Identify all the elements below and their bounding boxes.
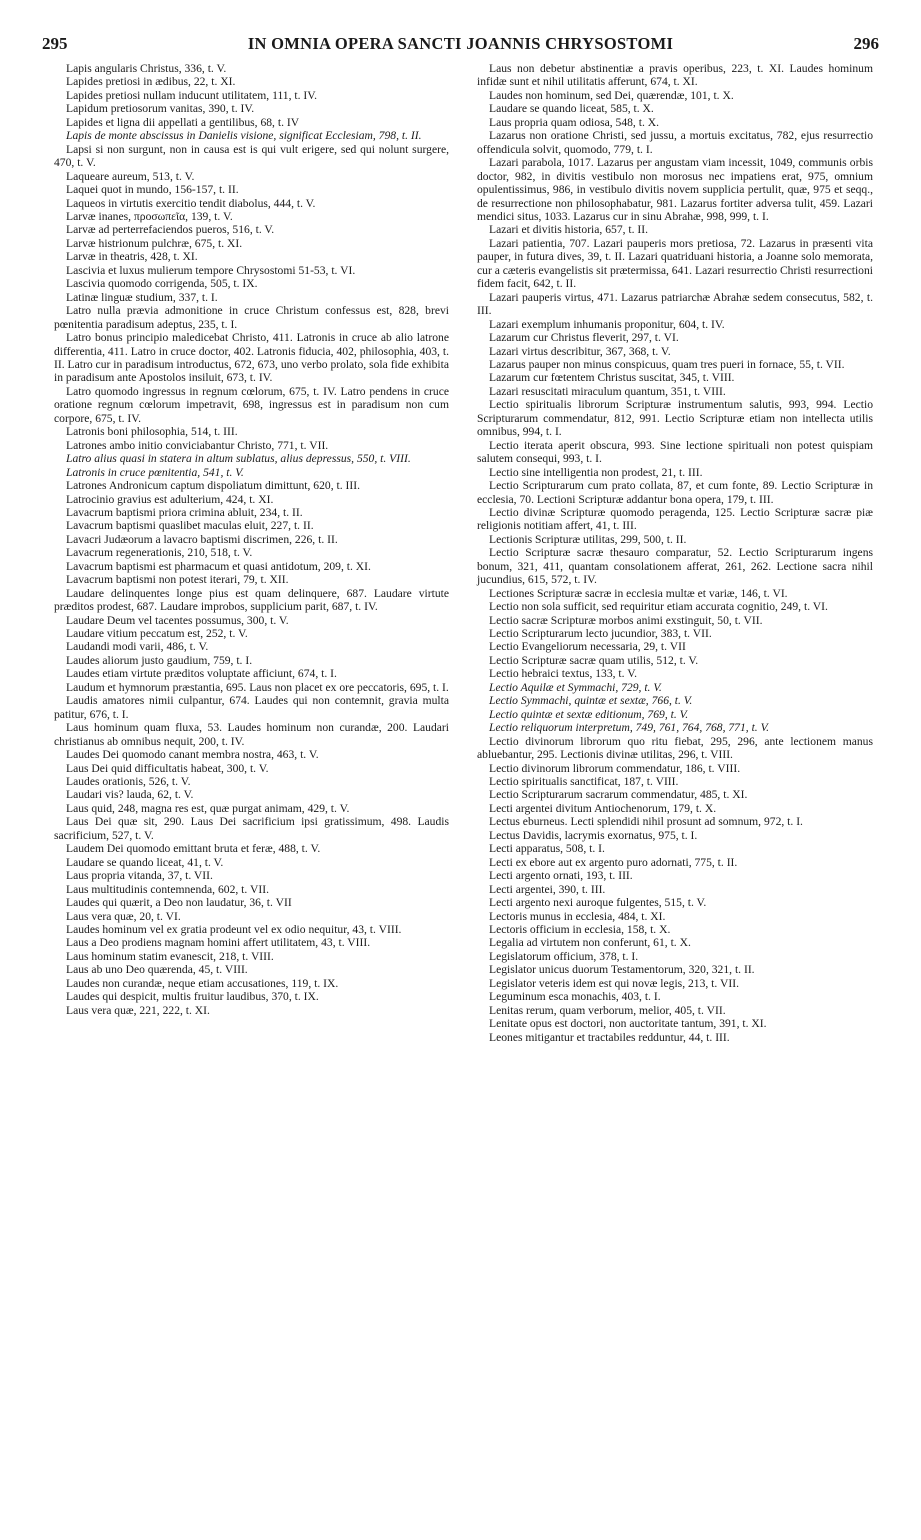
index-entry: Lectio spiritualis librorum Scripturæ instrumentum salutis, 993, 994. Lectio Scripturarum commendatur, 812, 991. Lectio Scripturæ etiam non intellecta utilis omnibus, 994, t. I. <box>477 398 873 439</box>
index-entry: Laus Dei quid difficultatis habeat, 300, t. V. <box>66 761 269 775</box>
index-entry: Lazarus non oratione Christi, sed jussu, a mortuis excitatus, 782, ejus resurrectio offendicula solvit, quomodo, 779, t. I. <box>477 129 873 156</box>
index-entry: Lecti argentei, 390, t. III. <box>489 882 606 896</box>
index-entry: Laus hominum quam fluxa, 53. Laudes hominum non curandæ, 200. Laudari christianus ab omnibus nequit, 200, t. IV. <box>54 721 449 748</box>
index-entry: Lectio sine intelligentia non prodest, 21, t. III. <box>489 465 703 479</box>
index-entry: Lectoris officium in ecclesia, 158, t. X. <box>489 923 671 936</box>
index-entry: Lecti argentei divitum Antiochenorum, 179, t. X. <box>489 801 717 815</box>
index-entry: Laudare se quando liceat, 41, t. V. <box>66 855 224 869</box>
index-column-left <box>54 62 449 1017</box>
index-entry: Lectoris munus in ecclesia, 484, t. XI. <box>489 909 666 923</box>
index-entry: Lectus eburneus. Lecti splendidi nihil prosunt ad somnum, 972, t. I. <box>489 815 803 829</box>
running-title: IN OMNIA OPERA SANCTI JOANNIS CHRYSOSTOMI <box>247 34 674 53</box>
index-entry: Lectio divinorum librorum commendatur, 186, t. VIII. <box>489 761 741 775</box>
index-entry: Lazarum cur fœtentem Christus suscitat, 345, t. VIII. <box>489 371 735 385</box>
index-entry: Latro nulla prævia admonitione in cruce Christum confessus est, 828, brevi pœnitentia paradisum adeptus, 235, t. I. <box>54 304 449 331</box>
index-entry: Leguminum esca monachis, 403, t. I. <box>489 990 661 1004</box>
index-entry: Laudes non hominum, sed Dei, quærendæ, 101, t. X. <box>489 88 734 102</box>
index-entry: Laudare delinquentes longe pius est quam delinquere, 687. Laudare virtute præditos prodest, 687. Laudare improbos, supplicium parit, 687, t. IV. <box>54 586 449 614</box>
index-entry: Lenitate opus est doctori, non auctoritate tantum, 391, t. XI. <box>489 1017 767 1031</box>
index-entry: Lazari resuscitati miraculum quantum, 351, t. VIII. <box>489 384 726 398</box>
index-entry: Lapis de monte abscissus in Danielis visione, significat Ecclesiam, 798, t. II. <box>66 129 422 143</box>
index-entry: Lavacrum baptismi non potest iterari, 79, t. XII. <box>66 573 289 587</box>
index-entry: Legalia ad virtutem non conferunt, 61, t. X. <box>489 936 691 950</box>
index-entry: Lectio Aquilæ et Symmachi, 729, t. V. <box>489 680 662 694</box>
index-entry: Lapidum pretiosorum vanitas, 390, t. IV. <box>66 102 255 116</box>
index-entry: Laudes qui quærit, a Deo non laudatur, 36, t. VII <box>66 896 292 910</box>
index-entry: Lectionis Scripturæ utilitas, 299, 500, t. II. <box>489 532 687 546</box>
index-entry: Lavacri Judæorum a lavacro baptismi discrimen, 226, t. II. <box>66 532 338 546</box>
index-entry: Latro bonus principio maledicebat Christo, 411. Latronis in cruce ab alio latrone differentia, 411. Latro in cruce doctor, 402. Latronis fiducia, 402, philosophia, 403, t. II. Latro cur in paradisum introductus, 672, 673, uno verbo prolato, sola fide exhibita in paradisum ante Apostolos insiluit, 673, t. IV. <box>54 331 449 385</box>
index-entry: Leones mitigantur et tractabiles redduntur, 44, t. III. <box>489 1030 730 1044</box>
index-entry: Lectio non sola sufficit, sed requiritur etiam accurata cognitio, 249, t. VI. <box>489 600 828 614</box>
index-entry: Lavacrum baptismi priora crimina abluit, 234, t. II. <box>66 505 303 519</box>
index-entry: Latrocinio gravius est adulterium, 424, t. XI. <box>66 492 274 506</box>
index-entry: Latronis in cruce pœnitentia, 541, t. V. <box>66 465 244 479</box>
index-entry: Laquei quot in mundo, 156-157, t. II. <box>66 183 239 197</box>
index-entry: Laus propria vitanda, 37, t. VII. <box>66 869 213 883</box>
index-entry: Lectio reliquorum interpretum, 749, 761, 764, 768, 771, t. V. <box>489 721 770 735</box>
index-entry: Larvæ histrionum pulchræ, 675, t. XI. <box>66 236 243 250</box>
index-entry: Lavacrum baptismi est pharmacum et quasi antidotum, 209, t. XI. <box>66 559 371 573</box>
index-entry: Lascivia quomodo corrigenda, 505, t. IX. <box>66 277 258 291</box>
index-entry: Laudes etiam virtute præditos voluptate afficiunt, 674, t. I. <box>66 667 337 681</box>
index-entry: Larvæ inanes, προσωπεῖα, 139, t. V. <box>66 209 233 223</box>
index-entry: Lecti ex ebore aut ex argento puro adornati, 775, t. II. <box>489 855 738 869</box>
index-entry: Lecti argento nexi auroque fulgentes, 515, t. V. <box>489 896 707 910</box>
index-entry: Legislator unicus duorum Testamentorum, 320, 321, t. II. <box>489 963 755 977</box>
index-entry: Laudes non curandæ, neque etiam accusationes, 119, t. IX. <box>66 976 339 990</box>
index-entry: Lazarum cur Christus fleverit, 297, t. VI. <box>489 331 679 345</box>
index-entry: Laudare se quando liceat, 585, t. X. <box>489 102 654 116</box>
index-entry: Laudes hominum vel ex gratia prodeunt vel ex odio nequitur, 43, t. VIII. <box>66 923 402 936</box>
index-entry: Lectio Scripturæ sacræ quam utilis, 512, t. V. <box>489 653 699 667</box>
index-entry: Lectiones Scripturæ sacræ in ecclesia multæ et variæ, 146, t. VI. <box>489 586 788 600</box>
index-entry: Lectio Scripturarum cum prato collata, 87, et cum fonte, 89. Lectio Scripturæ in ecclesia, 70. Lectioni Scripturæ addantur bona opera, 179, t. III. <box>477 479 873 506</box>
index-entry: Lectio quintæ et sextæ editionum, 769, t. V. <box>489 707 689 721</box>
index-entry: Laus a Deo prodiens magnam homini affert utilitatem, 43, t. VIII. <box>66 936 371 950</box>
index-entry: Lenitas rerum, quam verborum, melior, 405, t. VII. <box>489 1003 726 1017</box>
index-entry: Lazari patientia, 707. Lazari pauperis mors pretiosa, 72. Lazarus in præsenti vita pauper, in futura dives, 39, t. II. Lazari quatriduani historia, a Joanne solo memorata, cur a cæteris evangelistis sit prætermissa, 641. Lazari resurrectio Christi resurrectioni fidem facit, 642, t. II. <box>477 236 873 291</box>
index-entry: Latrones ambo initio conviciabantur Christo, 771, t. VII. <box>66 438 329 452</box>
index-entry: Lapsi si non surgunt, non in causa est is qui vult erigere, sed qui nolunt surgere, 470, t. V. <box>54 142 449 170</box>
index-entry: Lapides pretiosi nullam inducunt utilitatem, 111, t. IV. <box>66 88 318 102</box>
index-entry: Lectio spiritualis sanctificat, 187, t. VIII. <box>489 775 679 789</box>
index-entry: Larvæ in theatris, 428, t. XI. <box>66 250 198 264</box>
index-entry: Lavacrum baptismi quaslibet maculas eluit, 227, t. II. <box>66 519 314 533</box>
index-entry: Laudem Dei quomodo emittant bruta et feræ, 488, t. V. <box>66 842 321 856</box>
index-entry: Lectio hebraici textus, 133, t. V. <box>489 667 638 681</box>
index-entry: Laudes qui despicit, multis fruitur laudibus, 370, t. IX. <box>66 990 319 1004</box>
index-entry: Lazari parabola, 1017. Lazarus per angustam viam incessit, 1049, communis orbis doctor, 982, in divitis vestibulo non morosus nec impatiens erat, 975, omnium opulentissimus, 986, in vestibulo divitis novem supplicia pertulit, quæ, 975 et seqq., de resurrectione non philosophabatur, 981. Lazarus fortiter adversa tulit, 459. Lazari mendici situs, 1033. Lazarus cur in sinu Abrahæ, 998, 999, t. I. <box>477 156 873 223</box>
index-entry: Lectio Scripturarum lecto jucundior, 383, t. VII. <box>489 627 712 641</box>
index-entry: Legislator veteris idem est qui novæ legis, 213, t. VII. <box>489 976 739 990</box>
index-entry: Laus vera quæ, 20, t. VI. <box>66 909 181 923</box>
index-entry: Laudari vis? lauda, 62, t. V. <box>66 788 194 802</box>
index-column-right <box>477 62 873 1044</box>
index-entry: Lectio sacræ Scripturæ morbos animi exstinguit, 50, t. VII. <box>489 613 763 627</box>
index-entry: Legislatorum officium, 378, t. I. <box>489 949 639 963</box>
index-entry: Lavacrum regenerationis, 210, 518, t. V. <box>66 546 253 560</box>
index-entry: Laus propria quam odiosa, 548, t. X. <box>489 115 660 129</box>
index-entry: Lectio Scripturarum sacrarum commendatur, 485, t. XI. <box>489 788 748 802</box>
index-entry: Lazari virtus describitur, 367, 368, t. V. <box>489 344 671 358</box>
index-entry: Laudandi modi varii, 486, t. V. <box>66 640 209 654</box>
index-entry: Lazari et divitis historia, 657, t. II. <box>489 223 649 237</box>
page-number-left: 295 <box>42 34 68 53</box>
index-entry: Lapides et ligna dii appellati a gentilibus, 68, t. IV <box>66 115 300 129</box>
index-entry: Lecti argento ornati, 193, t. III. <box>489 869 633 883</box>
index-entry: Laus hominum statim evanescit, 218, t. VIII. <box>66 949 274 963</box>
index-entry: Laudes aliorum justo gaudium, 759, t. I. <box>66 653 253 667</box>
index-entry: Lectio iterata aperit obscura, 993. Sine lectione spirituali non potest quispiam salutem consequi, 993, t. I. <box>477 438 873 466</box>
index-entry: Lazari exemplum inhumanis proponitur, 604, t. IV. <box>489 317 725 331</box>
index-entry: Lazarus pauper non minus conspicuus, quam tres pueri in fornace, 55, t. VII. <box>489 357 845 371</box>
index-entry: Laudes Dei quomodo canant membra nostra, 463, t. V. <box>66 748 319 762</box>
index-entry: Lectio divinorum librorum quo ritu fiebat, 295, 296, ante lectionem manus abluebantur, 295. Lectionis divinæ utilitas, 296, t. VIII. <box>477 734 873 762</box>
index-entry: Lectio Symmachi, quintæ et sextæ, 766, t. V. <box>489 694 693 708</box>
index-entry: Laus vera quæ, 221, 222, t. XI. <box>66 1003 210 1017</box>
page-number-right: 296 <box>853 34 879 53</box>
index-entry: Laudis amatores nimii culpantur, 674. Laudes qui non contemnit, gravia multa patitur, 676, t. I. <box>54 694 449 721</box>
index-entry: Lecti apparatus, 508, t. I. <box>489 842 605 856</box>
index-entry: Lectio Scripturæ sacræ thesauro comparatur, 52. Lectio Scripturarum ingens bonum, 321, 411, quantam consolationem afferat, 261, 262. Lectione sacra nihil jucundius, 615, 572, t. IV. <box>477 546 873 587</box>
index-entry: Laudes orationis, 526, t. V. <box>66 775 191 789</box>
index-entry: Laus quid, 248, magna res est, quæ purgat animam, 429, t. V. <box>66 801 350 815</box>
index-entry: Laus ab uno Deo quærenda, 45, t. VIII. <box>66 963 248 977</box>
index-entry: Lascivia et luxus mulierum tempore Chrysostomi 51-53, t. VI. <box>66 263 356 277</box>
index-entry: Laus multitudinis contemnenda, 602, t. VII. <box>66 882 269 896</box>
index-entry: Latrones Andronicum captum dispoliatum dimittunt, 620, t. III. <box>66 479 360 493</box>
index-entry: Lectio divinæ Scripturæ quomodo peragenda, 125. Lectio Scripturæ sacræ piæ religionis notitiam affert, 41, t. III. <box>477 505 873 533</box>
index-entry: Lectus Davidis, lacrymis exornatus, 975, t. I. <box>489 828 698 842</box>
index-entry: Laqueos in virtutis exercitio tendit diabolus, 444, t. V. <box>66 196 316 210</box>
index-entry: Laus Dei quæ sit, 290. Laus Dei sacrificium ipsi gratissimum, 498. Laudis sacrificium, 527, t. V. <box>54 815 449 842</box>
index-entry: Laudum et hymnorum præstantia, 695. Laus non placet ex ore peccatoris, 695, t. I. <box>66 680 449 694</box>
page-header <box>42 34 879 56</box>
index-entry: Lapis angularis Christus, 336, t. V. <box>66 62 227 75</box>
index-entry: Latronis boni philosophia, 514, t. III. <box>66 425 238 439</box>
index-entry: Laudare Deum vel tacentes possumus, 300, t. V. <box>66 613 289 627</box>
index-entry: Laudare vitium peccatum est, 252, t. V. <box>66 627 248 641</box>
index-entry: Laqueare aureum, 513, t. V. <box>66 169 195 183</box>
index-entry: Lectio Evangeliorum necessaria, 29, t. VII <box>489 640 686 654</box>
index-entry: Larvæ ad perterrefaciendos pueros, 516, t. V. <box>66 223 275 237</box>
index-entry: Lazari pauperis virtus, 471. Lazarus patriarchæ Abrahæ sedem consecutus, 582, t. III. <box>477 290 873 318</box>
index-entry: Latro quomodo ingressus in regnum cœlorum, 675, t. IV. Latro pendens in cruce oratione regnum cœlorum impetravit, 698, ingressus est in paradisum non cum corpore, 675, t. IV. <box>54 384 449 425</box>
index-entry: Laus non debetur abstinentiæ a pravis operibus, 223, t. XI. Laudes hominum infidæ sunt et nihil utilitatis afferunt, 674, t. XI. <box>477 62 873 89</box>
index-entry: Latinæ linguæ studium, 337, t. I. <box>66 290 218 304</box>
index-entry: Lapides pretiosi in ædibus, 22, t. XI. <box>66 75 236 89</box>
index-entry: Latro alius quasi in statera in altum sublatus, alius depressus, 550, t. VIII. <box>66 452 411 466</box>
